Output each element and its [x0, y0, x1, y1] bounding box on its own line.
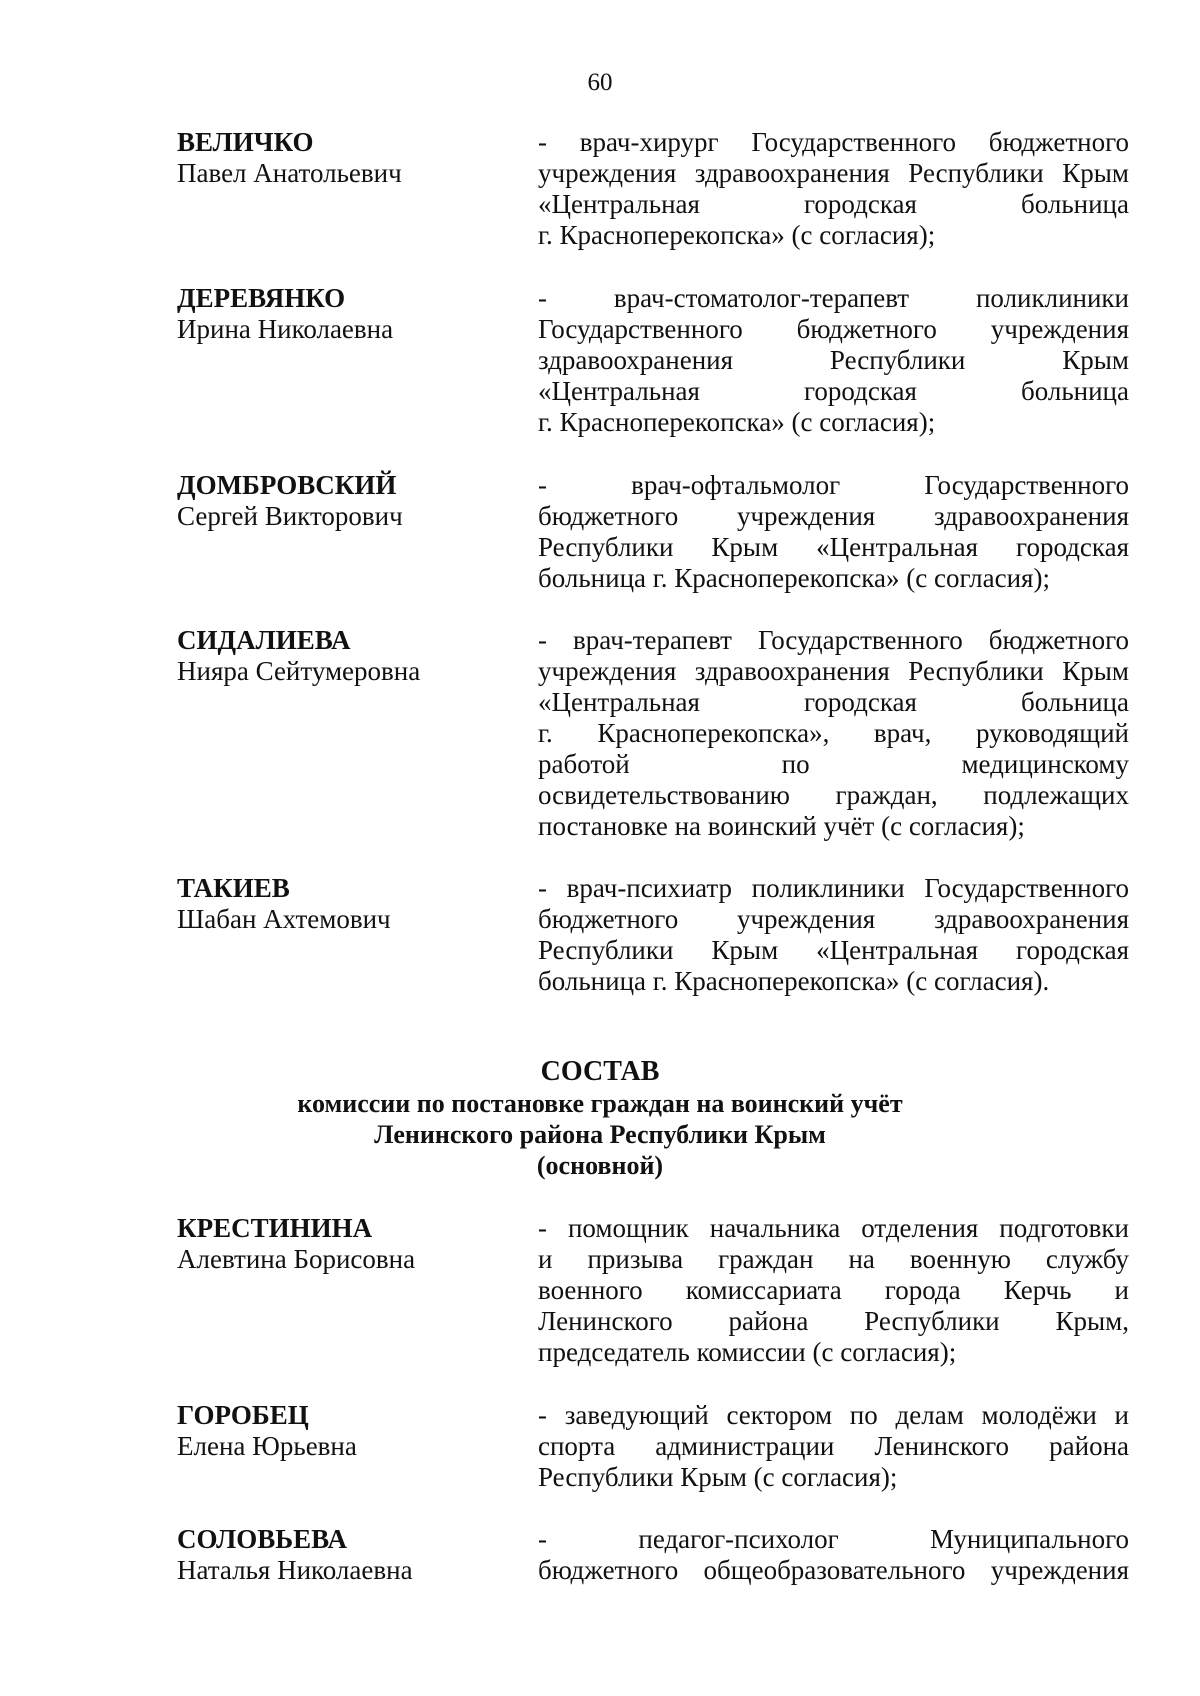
member-surname: ВЕЛИЧКО: [177, 127, 314, 157]
member-name: [177, 625, 507, 687]
section-heading: [0, 1056, 1200, 1181]
description-line: председатель комиссии (с согласия);: [538, 1337, 957, 1367]
description-line: г. Красноперекопска», врач, руководящий: [538, 718, 1129, 748]
member-name: [177, 1524, 507, 1586]
description-line: г. Красноперекопска» (с согласия);: [538, 220, 936, 250]
heading-line: комиссии по постановке граждан на воинский учёт: [297, 1089, 903, 1118]
description-line: здравоохранения Республики Крым: [538, 345, 1129, 375]
description-line: - врач-офтальмолог Государственного: [538, 470, 1129, 500]
description-line: «Центральная городская больница: [538, 687, 1129, 717]
description-line: бюджетного учреждения здравоохранения: [538, 904, 1129, 934]
member-surname: ДОМБРОВСКИЙ: [177, 470, 397, 500]
description-line: Республики Крым (с согласия);: [538, 1462, 898, 1492]
description-line: учреждения здравоохранения Республики Крым: [538, 158, 1129, 188]
member-name: [177, 127, 507, 189]
description-line: - врач-хирург Государственного бюджетного: [538, 127, 1129, 157]
member-description: [538, 1400, 1129, 1493]
description-line: - врач-терапевт Государственного бюджетного: [538, 625, 1129, 655]
description-line: Республики Крым «Центральная городская: [538, 935, 1129, 965]
member-surname: ТАКИЕВ: [177, 873, 290, 903]
member-surname: СОЛОВЬЕВА: [177, 1524, 347, 1554]
page-number: 60: [587, 69, 613, 96]
member-description: [538, 1213, 1129, 1368]
description-line: освидетельствованию граждан, подлежащих: [538, 780, 1129, 810]
description-line: военного комиссариата города Керчь и: [538, 1275, 1129, 1305]
heading-line: Ленинского района Республики Крым: [374, 1120, 826, 1149]
member-given-name: Алевтина Борисовна: [177, 1244, 416, 1274]
member-name: [177, 1400, 507, 1462]
heading-title: СОСТАВ: [540, 1056, 660, 1087]
member-description: [538, 283, 1129, 438]
member-given-name: Наталья Николаевна: [177, 1555, 413, 1585]
description-line: - помощник начальника отделения подготовки: [538, 1213, 1129, 1243]
member-name: [177, 470, 507, 532]
description-line: - врач-психиатр поликлиники Государственного: [538, 873, 1129, 903]
description-line: - заведующий сектором по делам молодёжи и: [538, 1400, 1129, 1430]
member-surname: ДЕРЕВЯНКО: [177, 283, 346, 313]
member-description: [538, 470, 1129, 594]
heading-line: (основной): [536, 1151, 664, 1180]
member-description: [538, 1524, 1129, 1586]
description-line: больница г. Красноперекопска» (с согласия);: [538, 563, 1050, 593]
description-line: учреждения здравоохранения Республики Крым: [538, 656, 1129, 686]
member-name: [177, 1213, 507, 1275]
member-name: [177, 873, 507, 935]
description-line: работой по медицинскому: [538, 749, 1129, 779]
member-surname: ГОРОБЕЦ: [177, 1400, 309, 1430]
description-line: Ленинского района Республики Крым,: [538, 1306, 1129, 1336]
description-line: «Центральная городская больница: [538, 189, 1129, 219]
member-description: [538, 127, 1129, 251]
description-line: Республики Крым «Центральная городская: [538, 532, 1129, 562]
member-given-name: Ирина Николаевна: [177, 314, 394, 344]
description-line: бюджетного общеобразовательного учреждения: [538, 1555, 1129, 1585]
member-given-name: Елена Юрьевна: [177, 1431, 357, 1461]
description-line: - педагог-психолог Муниципального: [538, 1524, 1129, 1554]
description-line: спорта администрации Ленинского района: [538, 1431, 1129, 1461]
description-line: «Центральная городская больница: [538, 376, 1129, 406]
description-line: Государственного бюджетного учреждения: [538, 314, 1129, 344]
member-given-name: Нияра Сейтумеровна: [177, 656, 421, 686]
member-surname: КРЕСТИНИНА: [177, 1213, 373, 1243]
member-given-name: Шабан Ахтемович: [177, 904, 391, 934]
member-description: [538, 873, 1129, 997]
description-line: больница г. Красноперекопска» (с согласия).: [538, 966, 1050, 996]
member-given-name: Сергей Викторович: [177, 501, 403, 531]
member-description: [538, 625, 1129, 842]
member-given-name: Павел Анатольевич: [177, 158, 402, 188]
description-line: г. Красноперекопска» (с согласия);: [538, 407, 936, 437]
description-line: и призыва граждан на военную службу: [538, 1244, 1129, 1274]
member-name: [177, 283, 507, 345]
description-line: - врач-стоматолог-терапевт поликлиники: [538, 283, 1129, 313]
member-surname: СИДАЛИЕВА: [177, 625, 351, 655]
description-line: бюджетного учреждения здравоохранения: [538, 501, 1129, 531]
description-line: постановке на воинский учёт (с согласия);: [538, 811, 1025, 841]
